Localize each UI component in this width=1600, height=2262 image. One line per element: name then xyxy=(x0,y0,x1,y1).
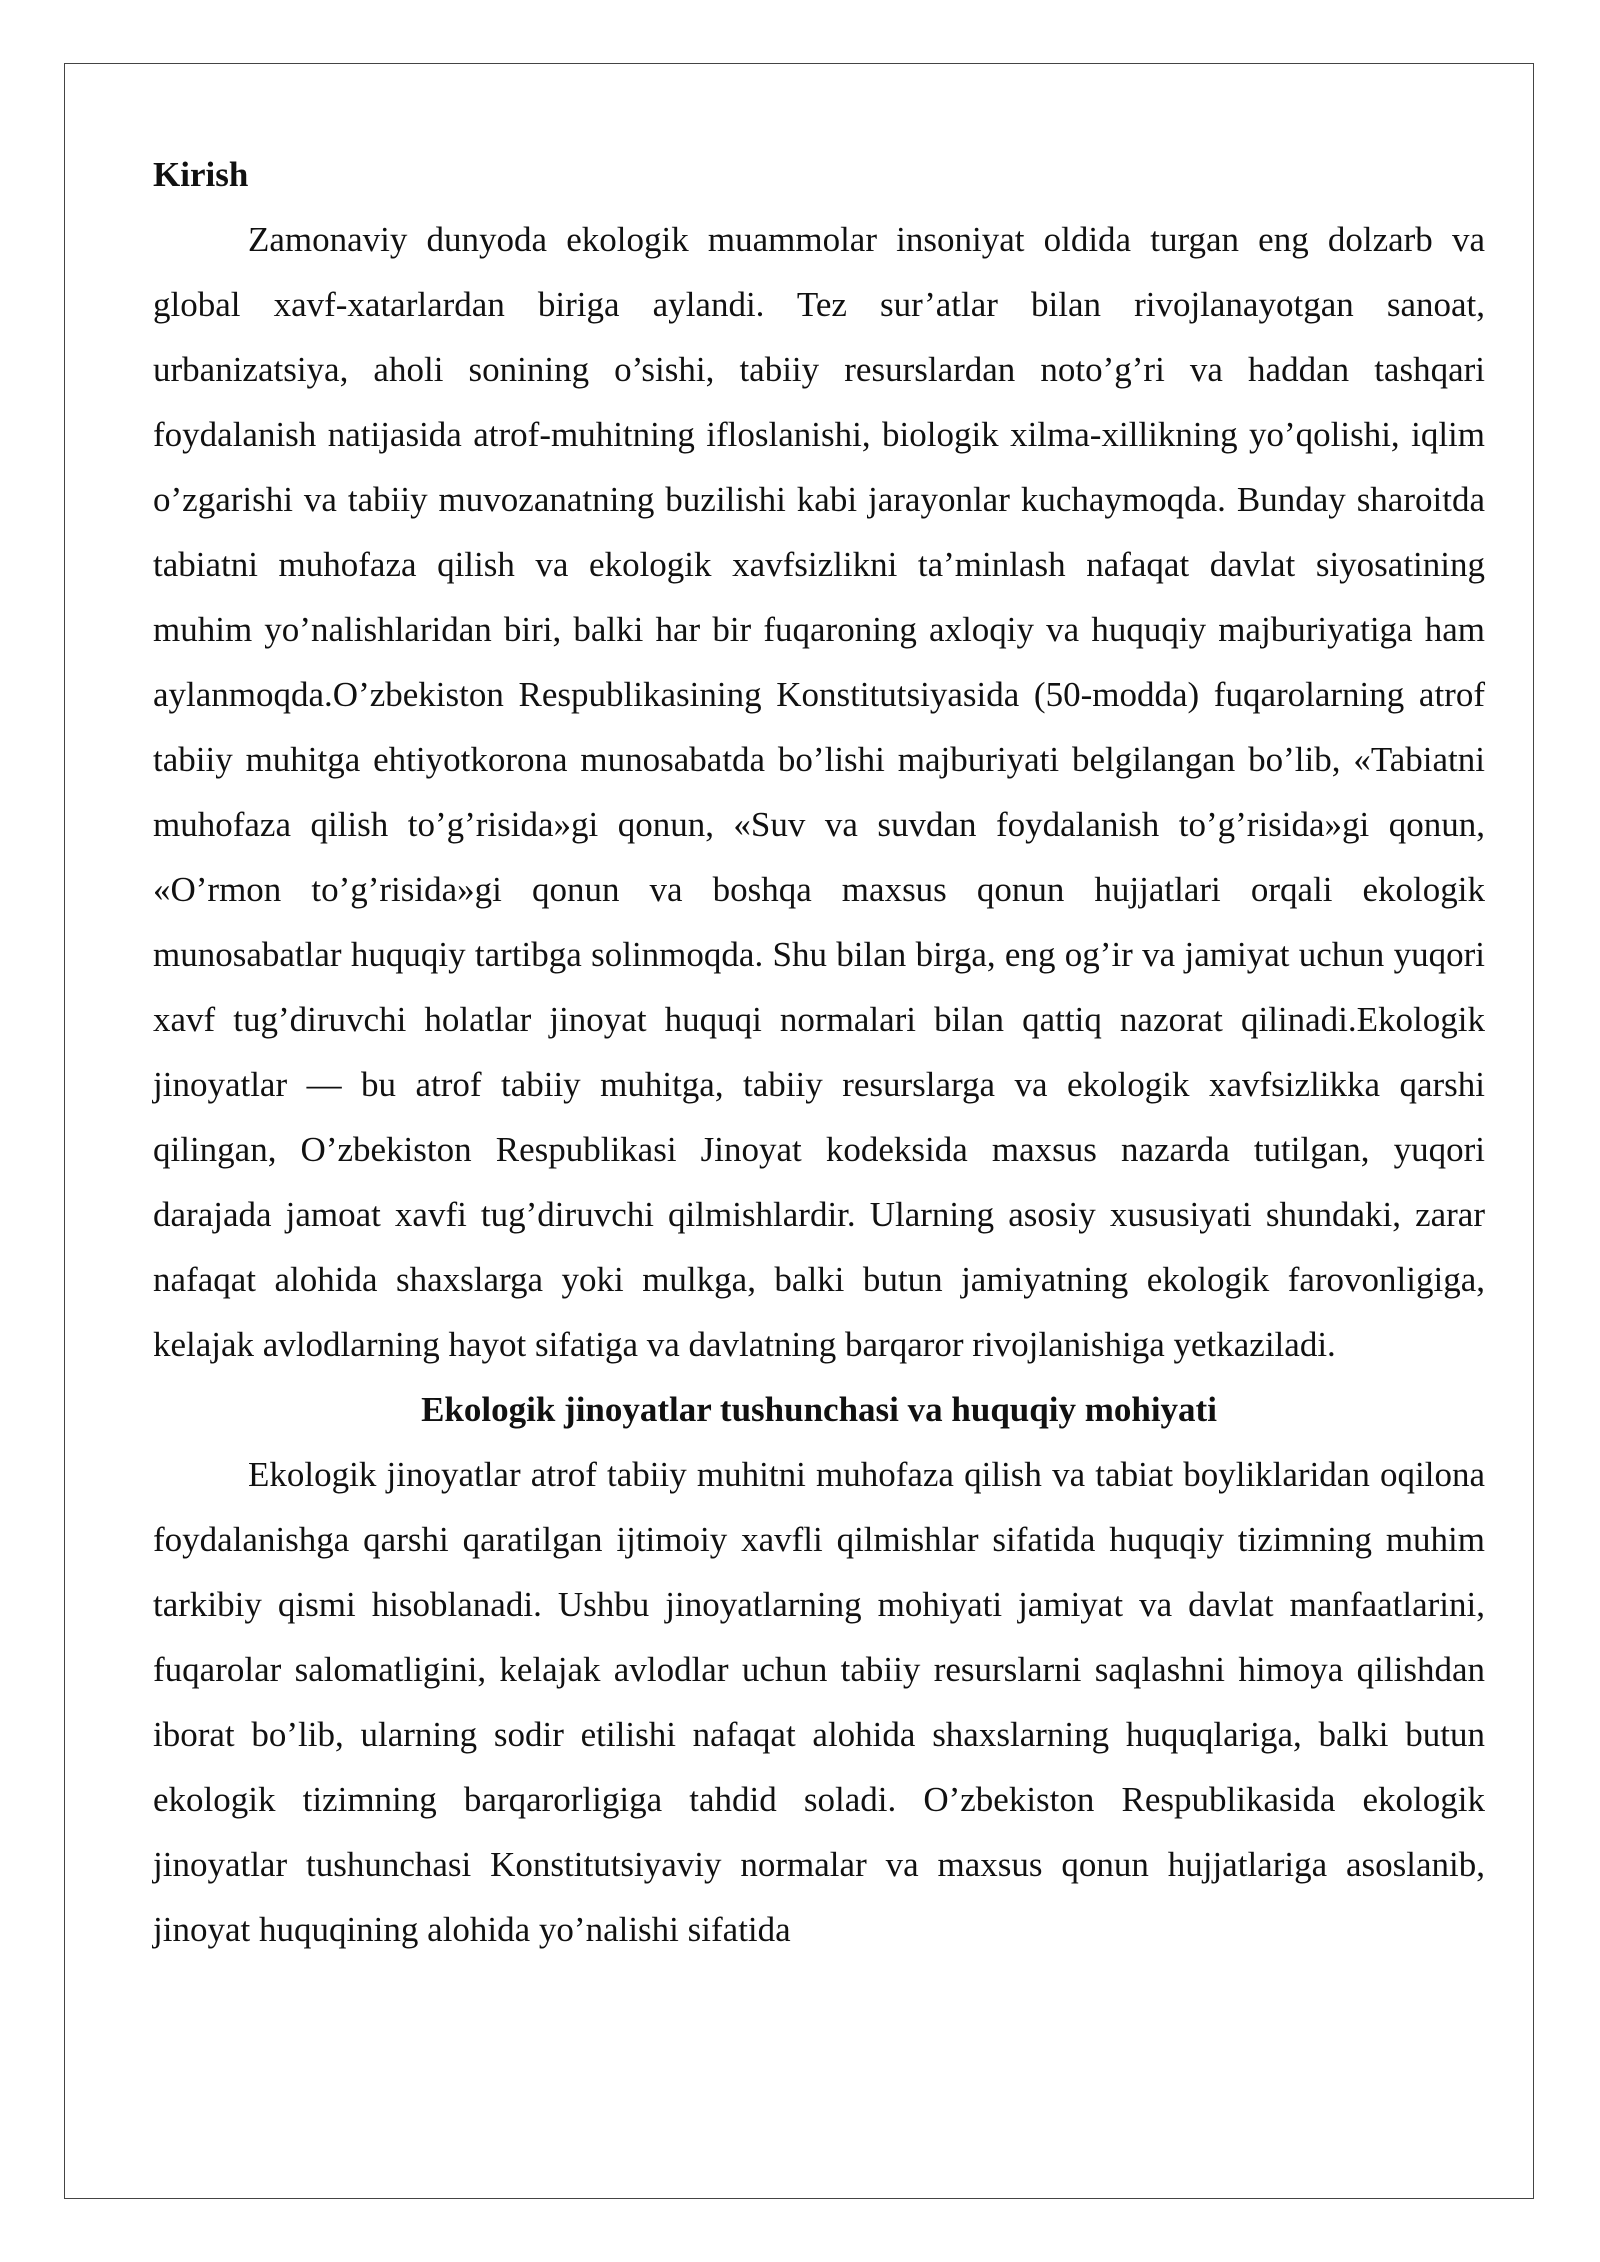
document-body xyxy=(153,142,1485,1962)
heading-section: Ekologik jinoyatlar tushunchasi va huquqiy mohiyati xyxy=(421,1390,1217,1429)
paragraph-section: Ekologik jinoyatlar atrof tabiiy muhitni muhofaza qilish va tabiat boyliklaridan oqilona foydalanishga qarshi qaratilgan ijtimoiy xavfli qilmishlar sifatida huquqiy tizimning muhim tarkibiy qismi hisoblanadi. Ushbu jinoyatlarning mohiyati jamiyat va davlat manfaatlarini, fuqarolar salomatligini, kelajak avlodlar uchun tabiiy resurslarni saqlashni himoya qilishdan iborat bo’lib, ularning sodir etilishi nafaqat alohida shaxslarning huquqlariga, balki butun ekologik tizimning barqarorligiga tahdid soladi. O’zbekiston Respublikasida ekologik jinoyatlar tushunchasi Konstitutsiyaviy normalar va maxsus qonun hujjatlariga asoslanib, jinoyat huquqining alohida yo’nalishi sifatida xyxy=(153,1455,1485,1949)
paragraph-intro: Zamonaviy dunyoda ekologik muammolar insoniyat oldida turgan eng dolzarb va global xavf-xatarlardan biriga aylandi. Tez sur’atlar bilan rivojlanayotgan sanoat, urbanizatsiya, aholi sonining o’sishi, tabiiy resurslardan noto’g’ri va haddan tashqari foydalanish natijasida atrof-muhitning ifloslanishi, biologik xilma-xillikning yo’qolishi, iqlim o’zgarishi va tabiiy muvozanatning buzilishi kabi jarayonlar kuchaymoqda. Bunday sharoitda tabiatni muhofaza qilish va ekologik xavfsizlikni ta’minlash nafaqat davlat siyosatining muhim yo’nalishlaridan biri, balki har bir fuqaroning axloqiy va huquqiy majburiyatiga ham aylanmoqda.O’zbekiston Respublikasining Konstitutsiyasida (50-modda) fuqarolarning atrof tabiiy muhitga ehtiyotkorona munosabatda bo’lishi majburiyati belgilangan bo’lib, «Tabiatni muhofaza qilish to’g’risida»gi qonun, «Suv va suvdan foydalanish to’g’risida»gi qonun, «O’rmon to’g’risida»gi qonun va boshqa maxsus qonun hujjatlari orqali ekologik munosabatlar huquqiy tartibga solinmoqda. Shu bilan birga, eng og’ir va jamiyat uchun yuqori xavf tug’diruvchi holatlar jinoyat huquqi normalari bilan qattiq nazorat qilinadi.Ekologik jinoyatlar — bu atrof tabiiy muhitga, tabiiy resurslarga va ekologik xavfsizlikka qarshi qilingan, O’zbekiston Respublikasi Jinoyat kodeksida maxsus nazarda tutilgan, yuqori darajada jamoat xavfi tug’diruvchi qilmishlardir. Ularning asosiy xususiyati shundaki, zarar nafaqat alohida shaxslarga yoki mulkga, balki butun jamiyatning ekologik farovonligiga, kelajak avlodlarning hayot sifatiga va davlatning barqaror rivojlanishiga yetkaziladi. xyxy=(153,220,1485,1364)
heading-intro: Kirish xyxy=(153,155,249,194)
